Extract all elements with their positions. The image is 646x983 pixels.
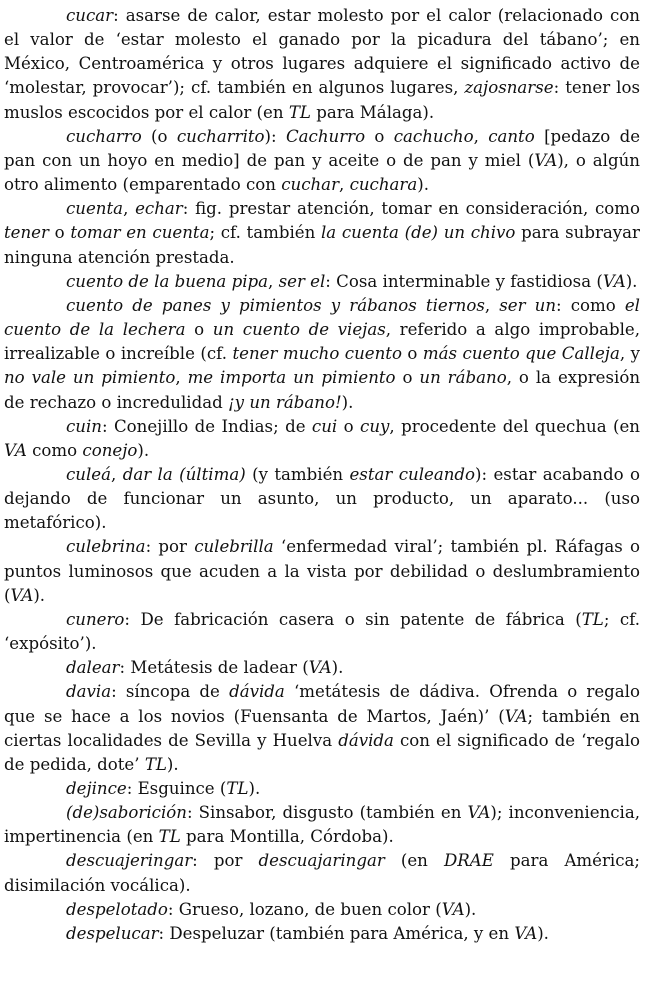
entry-culebrina: culebrina: por culebrilla ‘enfermedad viral’; también pl. Ráfagas o puntos luminosos que acuden a la vista por debilidad o deslumbramiento (VA). xyxy=(4,537,640,605)
entry-cucar: cucar: asarse de calor, estar molesto por el calor (relacionado con el valor de ‘estar molesto el ganado por la picadura del tábano’; en México, Centroamérica y otros lugares adquiere el significado activo de ‘molestar, provocar’); cf. también en algunos lugares, zajosnarse: tener los muslos escocidos por el calor (en TL para Málaga). xyxy=(4,6,640,122)
entry-davia: davia: síncopa de dávida ‘metátesis de dádiva. Ofrenda o regalo que se hace a los novios (Fuensanta de Martos, Jaén)’ (VA; también en ciertas localidades de Sevilla y Huelva dávida con el significado de ‘regalo de pedida, dote’ TL). xyxy=(4,682,640,774)
entry-dejince: dejince: Esguince (TL). xyxy=(66,779,261,798)
entry-desaboricion: (de)saborición: Sinsabor, disgusto (también en VA); inconveniencia, impertinencia (en TL para Montilla, Córdoba). xyxy=(4,803,640,847)
entry-cuenta-echar: cuenta, echar: fig. prestar atención, tomar en consideración, como tener o tomar en cuenta; cf. también la cuenta (de) un chivo para subrayar ninguna atención prestada. xyxy=(4,199,640,267)
entry-despelucar: despelucar: Despeluzar (también para América, y en VA). xyxy=(66,923,549,943)
entry-dalear: dalear: Metátesis de ladear (VA). xyxy=(66,658,344,678)
entry-cucharro: cucharro (o cucharrito): Cachurro o cachucho, canto [pedazo de pan con un hoyo en medio] de pan y aceite o de pan y miel (VA), o algún otro alimento (emparentado con cuchar, cuchara). xyxy=(4,126,641,195)
entry-descuajeringar: descuajeringar: por descuajaringar (en DRAE para América; disimilación vocálica). xyxy=(4,851,641,895)
dictionary-page xyxy=(4,4,640,946)
entry-cuento-de-la-buena-pipa: cuento de la buena pipa, ser el: Cosa interminable y fastidiosa (VA). xyxy=(66,271,638,291)
entry-cuento-de-panes: cuento de panes y pimientos y rábanos tiernos, ser un: como el cuento de la lechera o un cuento de viejas, referido a algo improbable, irrealizable o increíble (cf. tener mucho cuento o más cuento que Calleja, y no vale un pimiento, me importa un pimiento o un rábano, o la expresión de rechazo o incredulidad ¡y un rábano!). xyxy=(4,295,641,412)
entry-culea: culeá, dar la (última) (y también estar culeando): estar acabando o dejando de funcionar un asunto, un producto, un aparato... (uso metafórico). xyxy=(4,464,640,533)
entry-cuin: cuin: Conejillo de Indias; de cui o cuy, procedente del quechua (en VA como conejo). xyxy=(4,416,640,460)
entry-cunero: cunero: De fabricación casera o sin patente de fábrica (TL; cf. ‘expósito’). xyxy=(4,609,641,654)
entry-despelotado: despelotado: Grueso, lozano, de buen color (VA). xyxy=(66,899,477,919)
